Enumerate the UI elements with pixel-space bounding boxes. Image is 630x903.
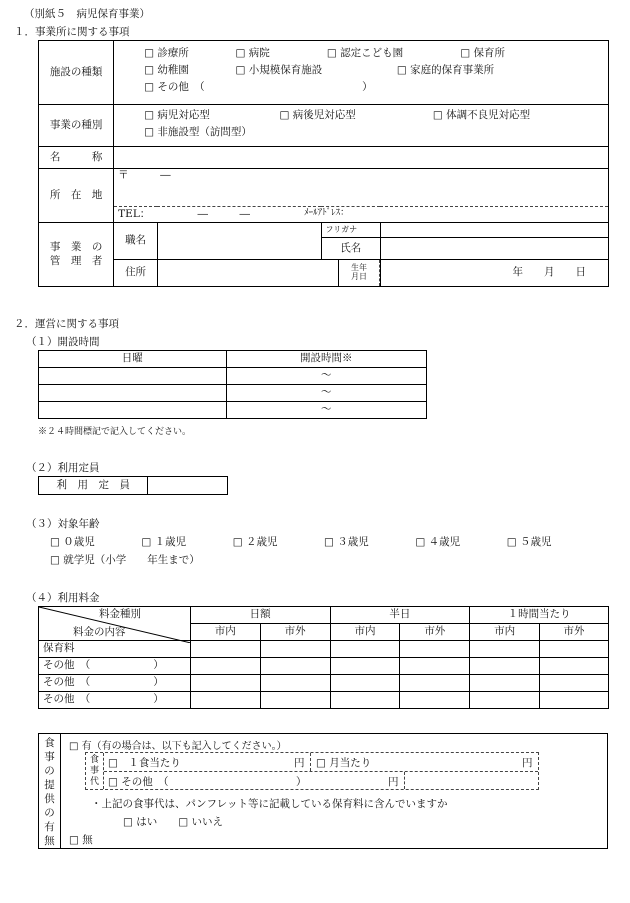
fee-row-childcare: 保育料 <box>39 641 191 658</box>
fee-row-other-3[interactable]: その他 （ ） <box>39 692 191 709</box>
meal-no-option[interactable]: □ 無 <box>69 834 93 846</box>
meal-side-char: 有 <box>44 821 55 833</box>
manager-address-field[interactable] <box>158 260 339 286</box>
fee-cell[interactable] <box>260 641 330 658</box>
meal-side-char: 事 <box>44 751 55 763</box>
age-1[interactable]: □ １歳児 <box>141 536 187 548</box>
ages-title: （３）対象年齢 <box>26 518 100 530</box>
manager-label <box>39 223 114 287</box>
fee-cell[interactable] <box>330 692 400 709</box>
fee-type-header: 料金種別 <box>99 608 141 620</box>
hours-day-1[interactable] <box>39 368 227 385</box>
birth-label-line1: 生年 <box>350 263 367 273</box>
per-meal-yen: 円 <box>294 757 305 769</box>
fee-cell[interactable] <box>540 692 609 709</box>
capacity-table <box>38 476 228 495</box>
hours-range-3[interactable]: ～ <box>226 402 426 419</box>
cost-side-char: 事 <box>89 766 99 776</box>
address-label: 所 在 地 <box>39 169 114 223</box>
hourly-in-city: 市内 <box>470 624 540 641</box>
cost-side-char: 食 <box>89 755 99 765</box>
fees-table <box>38 606 609 709</box>
fee-cell[interactable] <box>540 641 609 658</box>
half-in-city: 市内 <box>330 624 400 641</box>
meal-side-char: 提 <box>44 779 55 791</box>
facility-info-table <box>38 40 609 287</box>
person-name-field[interactable] <box>380 238 608 260</box>
meal-included-question: ・上記の食事代は、パンフレット等に記載している保育料に含んでいますか <box>91 798 448 810</box>
cost-divider <box>310 753 311 771</box>
section-2-title: ２．運営に関する事項 <box>14 318 119 330</box>
half-out-city: 市外 <box>400 624 470 641</box>
fee-cell[interactable] <box>470 658 540 675</box>
name-field[interactable] <box>114 147 609 169</box>
option-non-facility[interactable]: □ 非施設型（訪問型） <box>144 125 252 138</box>
option-certified-kodomoen[interactable]: □ 認定こども園 <box>326 47 404 59</box>
hours-table <box>38 350 427 419</box>
name-label: 名 称 <box>39 147 114 169</box>
age-0[interactable]: □ ０歳児 <box>50 536 95 548</box>
hours-note: ※２４時間標記で記入してください。 <box>38 427 192 437</box>
fee-cell[interactable] <box>190 675 260 692</box>
business-type-options <box>114 105 609 147</box>
fees-title: （４）利用料金 <box>26 592 100 604</box>
fee-row-other-1[interactable]: その他 （ ） <box>39 658 191 675</box>
fee-cell[interactable] <box>540 675 609 692</box>
fee-cell[interactable] <box>470 641 540 658</box>
meal-box <box>38 733 608 849</box>
capacity-field[interactable] <box>148 477 228 495</box>
meal-cost-box <box>85 752 539 790</box>
meal-yes-option[interactable]: □ 有（有の場合は、以下も記入してください。） <box>69 741 287 752</box>
fees-corner-header <box>39 607 191 641</box>
capacity-label: 利 用 定 員 <box>39 477 148 495</box>
fee-cell[interactable] <box>540 658 609 675</box>
meal-side-char: 食 <box>44 737 55 749</box>
other-cost-yen: 円 <box>388 776 399 788</box>
address2-label: 住所 <box>114 260 158 287</box>
capacity-title: （２）利用定員 <box>26 462 100 474</box>
daily-in-city: 市内 <box>190 624 260 641</box>
age-3[interactable]: □ ３歳児 <box>324 536 369 548</box>
meal-side-char: の <box>44 807 55 819</box>
postal-field[interactable]: 〒 ― <box>114 169 609 207</box>
meal-cost-row2 <box>104 772 405 789</box>
hours-col-day: 日曜 <box>39 351 227 368</box>
fee-cell[interactable] <box>260 675 330 692</box>
facility-type-label: 施設の種類 <box>39 41 114 105</box>
fee-cell[interactable] <box>400 641 470 658</box>
email-field[interactable]: ﾒｰﾙｱﾄﾞﾚｽ： <box>304 208 350 218</box>
fee-cell[interactable] <box>330 675 400 692</box>
other-cost-close: ） <box>296 776 307 788</box>
per-month-yen: 円 <box>522 757 533 769</box>
per-meal-option[interactable]: □ １食当たり <box>108 757 181 769</box>
person-name-label: 氏名 <box>321 238 380 260</box>
other-cost-option[interactable]: □ その他 （ <box>108 776 169 788</box>
option-recovering-child[interactable]: □ 病後児対応型 <box>279 108 356 121</box>
business-type-label: 事業の種別 <box>39 105 114 147</box>
age-4[interactable]: □ ４歳児 <box>415 536 461 548</box>
facility-type-options <box>114 41 609 105</box>
fee-cell[interactable] <box>400 692 470 709</box>
hours-day-3[interactable] <box>39 402 227 419</box>
hours-col-hours: 開設時間※ <box>226 351 426 368</box>
group-hourly: １時間当たり <box>470 607 609 624</box>
meal-side-char: 無 <box>44 835 55 847</box>
fee-cell[interactable] <box>330 641 400 658</box>
furigana-field[interactable] <box>380 223 608 238</box>
document-header: （別紙５ 病児保育事業） <box>24 8 150 20</box>
fee-cell[interactable] <box>400 658 470 675</box>
hours-day-2[interactable] <box>39 385 227 402</box>
fee-content-header: 料金の内容 <box>73 626 126 638</box>
fee-cell[interactable] <box>190 641 260 658</box>
birth-label <box>339 260 380 286</box>
fee-cell[interactable] <box>190 658 260 675</box>
tel-field[interactable]: TEL： ― ― <box>118 207 251 220</box>
job-title-label: 職名 <box>114 223 158 260</box>
hours-range-2[interactable]: ～ <box>226 385 426 402</box>
option-unwell-child[interactable]: □ 体調不良児対応型 <box>432 108 531 121</box>
fee-cell[interactable] <box>470 692 540 709</box>
age-school[interactable]: □ 就学児（小学 年生まで） <box>50 554 200 566</box>
meal-included-options[interactable]: □ はい □ いいえ <box>123 816 224 828</box>
option-hospital[interactable]: □ 病院 <box>235 47 270 59</box>
hourly-out-city: 市外 <box>540 624 609 641</box>
birth-label-line2: 月日 <box>350 272 367 281</box>
hours-title: （１）開設時間 <box>26 336 100 348</box>
hours-range-1[interactable]: ～ <box>226 368 426 385</box>
meal-cost-side <box>86 753 104 789</box>
fee-cell[interactable] <box>470 675 540 692</box>
section-1-title: １．事業所に関する事項 <box>14 26 130 38</box>
manager-label-line1: 事 業 の <box>49 241 103 254</box>
age-2[interactable]: □ ２歳児 <box>232 536 278 548</box>
fee-cell[interactable] <box>330 658 400 675</box>
fee-row-other-2[interactable]: その他 （ ） <box>39 675 191 692</box>
option-sick-child[interactable]: □ 病児対応型 <box>144 108 210 121</box>
furigana-label: フリガナ <box>321 223 380 238</box>
meal-side-char: 供 <box>44 793 55 805</box>
meal-cost-row1 <box>104 753 538 772</box>
birth-date-field[interactable]: 年 月 日 <box>380 260 608 287</box>
option-small-nursery[interactable]: □ 小規模保育施設 <box>235 64 323 76</box>
per-month-option[interactable]: □ 月当たり <box>316 757 372 769</box>
age-5[interactable]: □ ５歳児 <box>506 536 552 548</box>
ages-options <box>50 534 551 549</box>
option-kindergarten[interactable]: □ 幼稚園 <box>144 64 189 76</box>
meal-side-char: の <box>44 765 55 777</box>
job-title-field[interactable] <box>157 223 321 260</box>
option-facility-other[interactable]: □ その他 （ ） <box>144 81 373 93</box>
option-nursery[interactable]: □ 保育所 <box>460 47 505 59</box>
fee-cell[interactable] <box>400 675 470 692</box>
option-clinic[interactable]: □ 診療所 <box>144 47 189 59</box>
daily-out-city: 市外 <box>260 624 330 641</box>
option-home-daycare[interactable]: □ 家庭的保育事業所 <box>396 64 495 76</box>
cost-side-char: 代 <box>89 777 99 787</box>
manager-address-row <box>157 260 380 287</box>
group-daily: 日額 <box>190 607 330 624</box>
fee-cell[interactable] <box>190 692 260 709</box>
meal-side-label <box>39 734 61 848</box>
group-half-day: 半日 <box>330 607 470 624</box>
fee-cell[interactable] <box>260 658 330 675</box>
fee-cell[interactable] <box>260 692 330 709</box>
manager-label-line2: 管 理 者 <box>49 254 103 267</box>
contact-field <box>114 207 609 223</box>
